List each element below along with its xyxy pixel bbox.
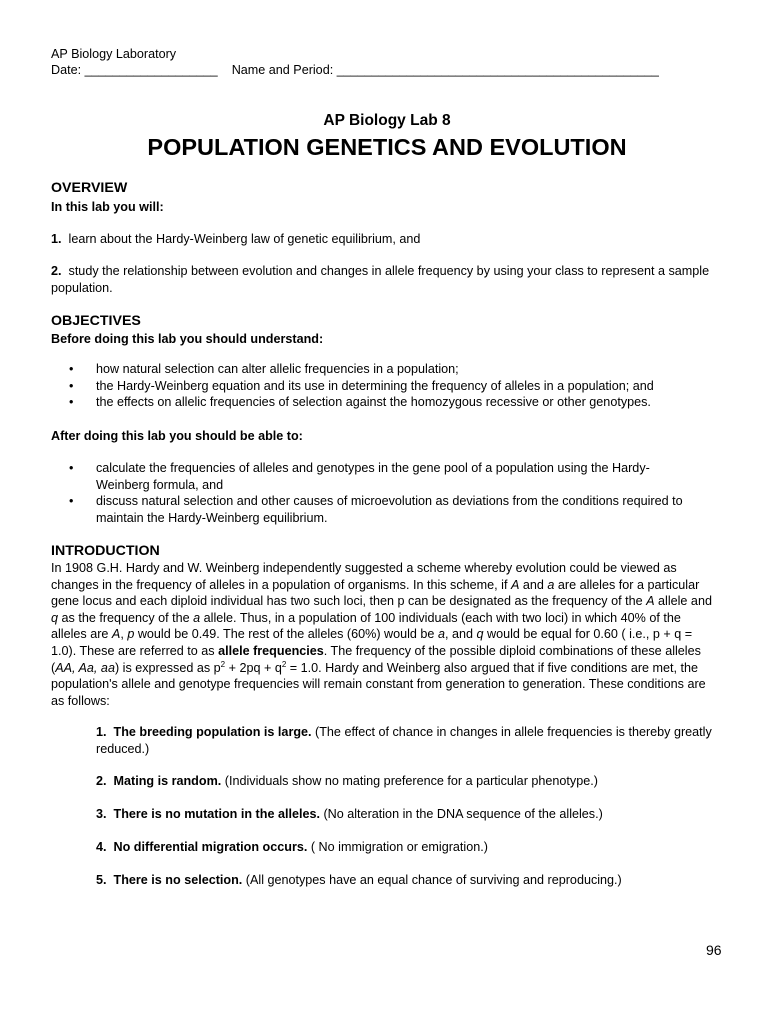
date-label: Date: xyxy=(51,63,82,77)
bullet-icon: • xyxy=(69,494,74,509)
item-text: learn about the Hardy-Weinberg law of genetic equilibrium, and xyxy=(68,232,421,246)
list-item: • discuss natural selection and other causes of microevolution as deviations from the conditions required to maintain the Hardy-Weinberg equilibrium. xyxy=(69,494,683,525)
bullet-icon: • xyxy=(69,461,74,475)
date-blank: ___________________ xyxy=(84,63,218,77)
overview-heading: OVERVIEW xyxy=(51,180,128,196)
overview-item xyxy=(51,263,711,296)
page-number: 96 xyxy=(706,942,722,958)
condition-item: 2. Mating is random. (Individuals show no mating preference for a particular phenotype.) xyxy=(96,774,598,788)
after-subheading: After doing this lab you should be able to: xyxy=(51,429,303,443)
overview-subheading: In this lab you will: xyxy=(51,200,164,214)
condition-item: 1. The breeding population is large. (The effect of chance in changes in allele frequencies is thereby greatly reduced.) xyxy=(96,725,712,756)
condition-item: 5. There is no selection. (All genotypes have an equal chance of surviving and reproducing.) xyxy=(96,873,622,887)
before-list xyxy=(69,361,709,411)
item-number: 2. xyxy=(51,264,62,278)
bullet-icon: • xyxy=(69,378,74,393)
condition-item: 4. No differential migration occurs. ( No immigration or emigration.) xyxy=(96,840,488,854)
before-subheading: Before doing this lab you should understand: xyxy=(51,332,324,346)
bullet-icon: • xyxy=(69,395,74,410)
list-item: • how natural selection can alter allelic frequencies in a population; xyxy=(69,362,459,376)
item-number: 1. xyxy=(51,232,62,246)
item-text: study the relationship between evolution and changes in allele frequency by using your class to represent a sample population. xyxy=(51,264,710,295)
lab-subtitle: AP Biology Lab 8 xyxy=(323,112,451,129)
lab-name: AP Biology Laboratory xyxy=(51,47,177,61)
page-title: POPULATION GENETICS AND EVOLUTION xyxy=(147,134,627,160)
after-list xyxy=(69,460,701,526)
date-name-line xyxy=(51,62,659,79)
overview-item xyxy=(51,231,711,248)
allele-frequencies-term: allele frequencies xyxy=(218,643,324,658)
introduction-paragraph: In 1908 G.H. Hardy and W. Weinberg independently suggested a scheme whereby evolution could be viewed as changes in the frequency of alleles in a population of organisms. In this scheme, if A and a are alleles for a particular gene locus and each diploid individual has two such loci, then p can be designated as the frequency of the A allele and q as the frequency of the a allele. Thus, in a population of 100 individuals (each with two loci) in which 40% of the alleles are A, p would be 0.49. The rest of the alleles (60%) would be a, and q would be equal for 0.60 ( i.e., p + q = 1.0). These are referred to as allele frequencies. The frequency of the possible diploid combinations of these alleles (AA, Aa, aa) is expressed as $p^2 + 2pq + q^2 = 1.0$. Hardy and Weinberg also argued that if five conditions are met, the population's allele and genotype frequencies will remain constant from generation to generation. These conditions are as follows: xyxy=(51,561,712,708)
list-item: • calculate the frequencies of alleles and genotypes in the gene pool of a population using the Hardy-Weinberg formula, and xyxy=(69,461,650,492)
list-item: • the Hardy-Weinberg equation and its use in determining the frequency of alleles in a population; and xyxy=(69,378,654,393)
condition-item: 3. There is no mutation in the alleles. (No alteration in the DNA sequence of the alleles.) xyxy=(96,807,603,821)
bullet-icon: • xyxy=(69,362,74,376)
introduction-heading: INTRODUCTION xyxy=(51,543,160,559)
list-item: • the effects on allelic frequencies of selection against the homozygous recessive or other genotypes. xyxy=(69,395,651,410)
name-period-label: Name and Period: xyxy=(231,63,334,77)
name-period-blank: ______________________________________________ xyxy=(336,63,659,77)
objectives-heading: OBJECTIVES xyxy=(51,313,141,329)
